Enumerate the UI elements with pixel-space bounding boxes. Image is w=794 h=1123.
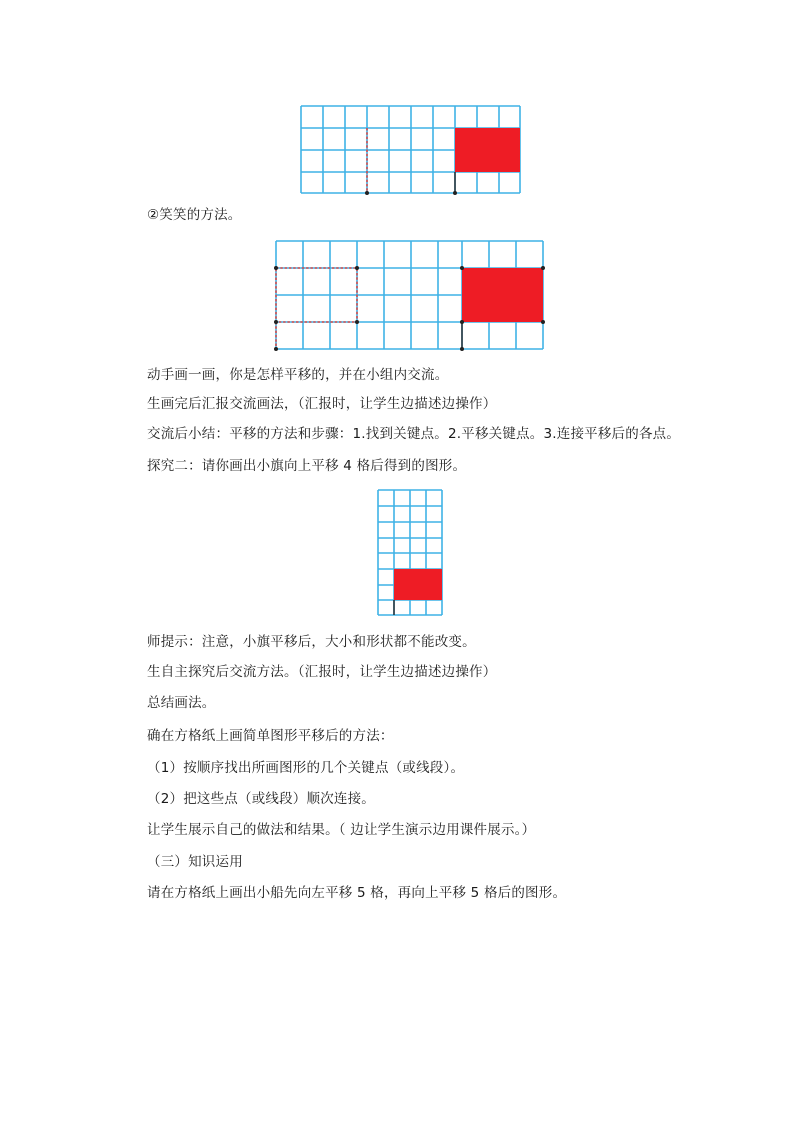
flag-shape <box>455 128 520 172</box>
step1-text: （1）按顺序找出所画图形的几个关键点（或线段）。 <box>147 760 465 776</box>
key-point <box>355 320 359 324</box>
key-point <box>541 266 545 270</box>
exercise-text: 请在方格纸上画出小船先向左平移 5 格，再向上平移 5 格后的图形。 <box>147 885 567 901</box>
key-point <box>274 320 278 324</box>
summary-text: 交流后小结：平移的方法和步骤：1.找到关键点。2.平移关键点。3.连接平移后的各点。 <box>147 426 681 442</box>
key-point <box>541 320 545 324</box>
grid-figure-flag-horizontal-2 <box>272 238 547 354</box>
key-point <box>453 191 457 195</box>
confirm-text: 确在方格纸上画简单图形平移后的方法： <box>147 728 394 744</box>
key-point <box>460 266 464 270</box>
key-point <box>460 320 464 324</box>
step2-text: （2）把这些点（或线段）顺次连接。 <box>147 791 375 807</box>
flag-shape <box>394 569 442 600</box>
key-point <box>274 347 278 351</box>
key-point <box>460 347 464 351</box>
student-explore-text: 生自主探究后交流方法。（汇报时，让学生边描述边操作） <box>147 664 497 680</box>
grid-figure-flag-vertical <box>376 488 444 618</box>
key-point <box>355 266 359 270</box>
key-point <box>365 191 369 195</box>
section3-heading: （三）知识运用 <box>147 854 243 870</box>
teacher-tip-text: 师提示：注意，小旗平移后，大小和形状都不能改变。 <box>147 634 476 650</box>
flag-shape <box>462 268 543 322</box>
hands-on-text: 动手画一画，你是怎样平移的，并在小组内交流。 <box>147 367 449 383</box>
explore2-text: 探究二：请你画出小旗向上平移 4 格后得到的图形。 <box>147 458 467 474</box>
summarize-text: 总结画法。 <box>147 695 216 711</box>
key-point <box>274 266 278 270</box>
method-title: ②笑笑的方法。 <box>147 207 242 223</box>
grid-figure-flag-horizontal-1 <box>300 105 522 195</box>
report-text: 生画完后汇报交流画法，（汇报时，让学生边描述边操作） <box>147 396 497 412</box>
show-text: 让学生展示自己的做法和结果。（ 边让学生演示边用课件展示。） <box>147 822 536 838</box>
